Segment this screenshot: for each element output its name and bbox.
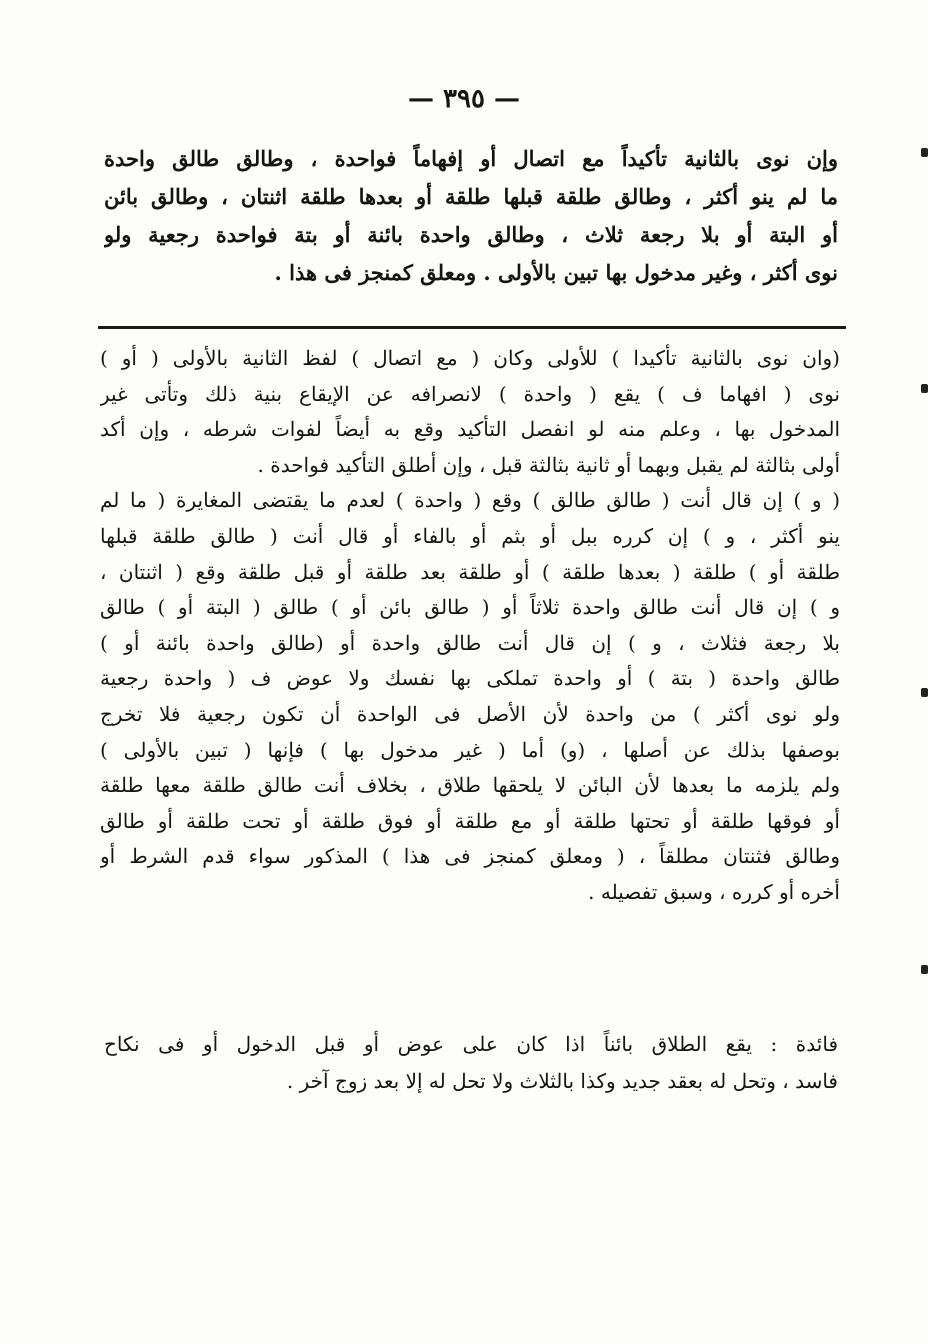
main-text-line: ما لم ينو أكثر ، وطالق طلقة قبلها طلقة أو بعدها طلقة اثنتان ، وطالق بائن bbox=[104, 184, 838, 209]
commentary-line: طلقة أو ) طلقة ( بعدها طلقة ) أو طلقة بعد طلقة أو قبل طلقة وقع ( اثنتان ، bbox=[100, 559, 840, 584]
commentary-line: ( و ) إن قال أنت ( طالق طالق ) وقع ( واحدة ) لعدم ما يقتضى المغايرة ( ما لم bbox=[100, 488, 840, 513]
margin-mark bbox=[921, 688, 928, 697]
commentary-line: (وان نوى بالثانية تأكيدا ) للأولى وكان ( مع اتصال ) لفظ الثانية بالأولى ( أو ) bbox=[100, 346, 840, 370]
main-text-line: وإن نوى بالثانية تأكيداً مع اتصال أو إفهاماً فواحدة ، وطالق طالق واحدة bbox=[104, 146, 838, 171]
commentary-line: ولو نوى أكثر ) من واحدة لأن الأصل فى الواحدة أن تكون رجعية فلا تخرج bbox=[100, 701, 840, 726]
commentary-line: وطالق فثنتان مطلقاً ، ( ومعلق كمنجز فى هذا ) المذكور سواء قدم الشرط أو bbox=[100, 844, 840, 869]
commentary-line: طالق واحدة ( بتة ) أو واحدة تملكى بها نفسك ولا عوض ف ( واحدة رجعية bbox=[100, 666, 840, 691]
note-line: فائدة : يقع الطلاق بائناً اذا كان على عوض أو قبل الدخول أو فى نكاح bbox=[104, 1032, 838, 1056]
margin-mark bbox=[921, 384, 928, 393]
commentary-text bbox=[100, 341, 840, 911]
commentary-line: أو فوقها طلقة أو تحتها طلقة أو مع طلقة أو فوق طلقة أو تحت طلقة أو طالق bbox=[100, 808, 840, 833]
main-text bbox=[104, 140, 838, 292]
commentary-line: أخره أو كرره ، وسبق تفصيله . bbox=[588, 879, 840, 904]
margin-mark bbox=[921, 965, 928, 974]
main-text-line: نوى أكثر ، وغير مدخول بها تبين بالأولى . ومعلق كمنجز فى هذا . bbox=[274, 260, 838, 285]
section-divider bbox=[98, 326, 846, 329]
page-number: — ٣٩٥ — bbox=[407, 84, 521, 114]
commentary-line: بوصفها بذلك عن أصلها ، (و) أما ( غير مدخول بها ) فإنها ( تبين بالأولى ) bbox=[100, 737, 840, 762]
commentary-line: أولى بثالثة لم يقبل وبهما أو ثانية بثالثة قبل ، وإن أطلق التأكيد فواحدة . bbox=[257, 452, 840, 477]
note-line: فاسد ، وتحل له بعقد جديد وكذا بالثلاث ولا تحل له إلا بعد زوج آخر . bbox=[286, 1069, 838, 1093]
commentary-line: المدخول بها ، وعلم منه لو انفصل التأكيد وقع به أيضاً لفوات شرطه ، وإن أكد bbox=[100, 417, 840, 442]
commentary-line: ينو أكثر ، و ) إن كرره ببل أو بثم أو بالفاء أو قال أنت ( طالق طلقة قبلها bbox=[100, 523, 840, 548]
benefit-note bbox=[104, 1026, 838, 1100]
commentary-line: بلا رجعة فثلاث ، و ) إن قال أنت طالق واحدة أو (طالق واحدة بائنة أو ) bbox=[100, 630, 840, 655]
main-text-line: أو البتة أو بلا رجعة ثلاث ، وطالق واحدة بائنة أو بتة فواحدة رجعية ولو bbox=[104, 222, 838, 247]
commentary-line: و ) إن قال أنت طالق واحدة ثلاثاً أو ( طالق بائن أو ) طالق ( البتة أو ) طالق bbox=[100, 595, 840, 620]
commentary-line: نوى ( افهاما ف ) يقع ( واحدة ) لانصرافه عن الإيقاع بنية ذلك وتأتى غير bbox=[100, 381, 840, 406]
margin-mark bbox=[921, 148, 928, 157]
commentary-line: ولم يلزمه ما بعدها لأن البائن لا يلحقها طلاق ، بخلاف أنت طالق طلقة معها طلقة bbox=[100, 773, 840, 798]
